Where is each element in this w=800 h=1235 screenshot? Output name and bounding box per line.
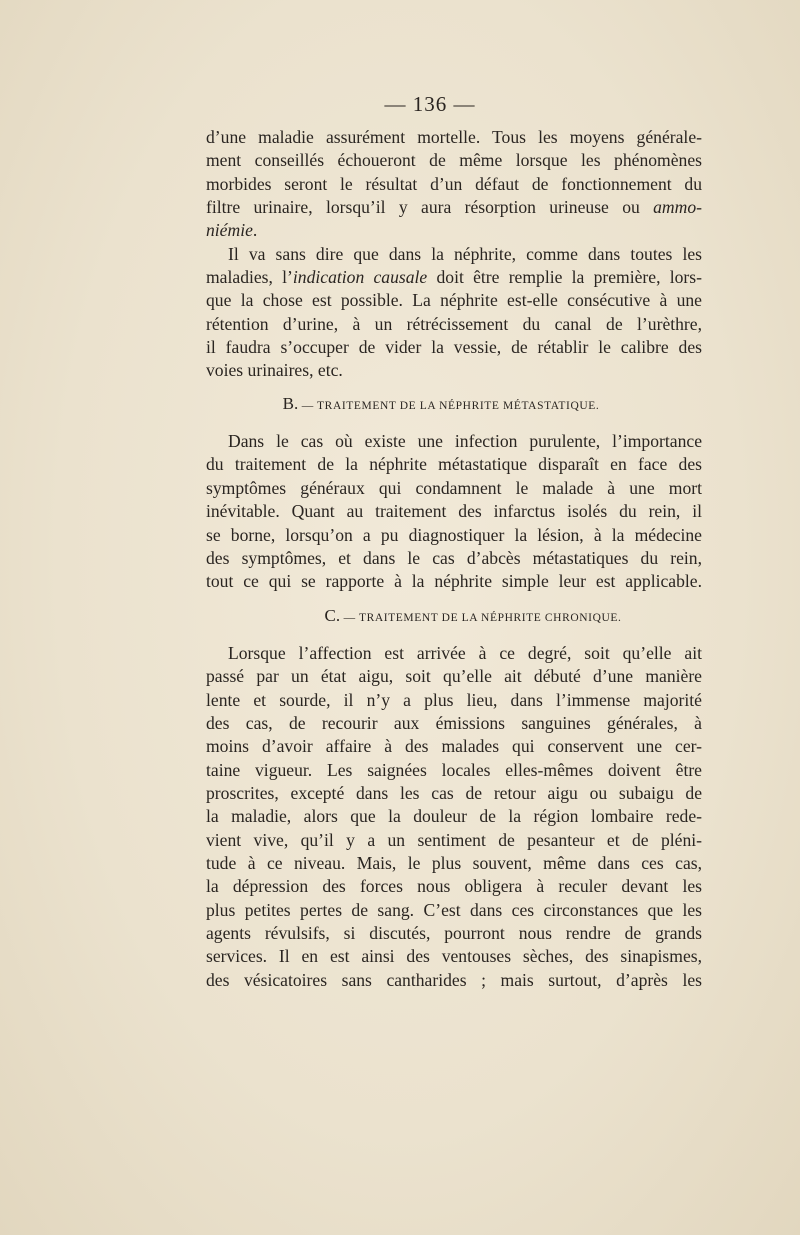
text-line [206,196,702,219]
text-line: ment conseillés échoueront de même lorsque les phénomènes [206,150,702,171]
text-segment: doit être remplie la première, lors- [427,267,702,288]
text-line: tude à ce niveau. Mais, le plus souvent, même dans ces cas, [206,852,702,873]
text-line: symptômes généraux qui condamnent le malade à une mort [206,477,702,498]
text-line: des cas, de recourir aux émissions sanguines générales, à [206,712,702,733]
text-line: tout ce qui se rapporte à la néphrite simple leur est applicable. [206,571,702,592]
text-line: Lorsque l’affection est arrivée à ce degré, soit qu’elle ait [228,642,702,663]
section-title: — TRAITEMENT DE LA NÉPHRITE MÉTASTATIQUE. [301,399,600,412]
text-line: Dans le cas où existe une infection purulente, l’importance [228,431,702,452]
italic-term: indication causale [292,267,428,288]
text-line: Il va sans dire que dans la néphrite, comme dans toutes les [228,243,702,264]
text-line: passé par un état aigu, soit qu’elle ait débuté d’une manière [206,666,702,687]
text-line: moins d’avoir affaire à des malades qui conservent une cer- [206,736,702,757]
text-line: que la chose est possible. La néphrite est-elle consécutive à une [206,290,702,311]
text-line: des vésicatoires sans cantharides ; mais surtout, d’après les [206,969,702,990]
text-line: se borne, lorsqu’on a pu diagnostiquer la lésion, à la médecine [206,524,702,545]
text-line: inévitable. Quant au traitement des infarctus isolés du rein, il [206,501,702,522]
text-line: proscrites, excepté dans les cas de retour aigu ou subaigu de [206,782,702,803]
text-segment: . [252,220,258,241]
text-segment: filtre urinaire, lorsqu’il y aura résorption urineuse ou [206,197,640,218]
paragraph-2 [206,243,702,383]
text-line: agents révulsifs, si discutés, pourront nous rendre de grands [206,923,702,943]
text-line: des symptômes, et dans le cas d’abcès métastatiques du rein, [206,547,702,568]
text-line: voies urinaires, etc. [206,360,343,381]
page-number: — 136 — [384,92,476,116]
text-line: morbides seront le résultat d’un défaut de fonctionnement du [206,173,702,194]
body-text [206,126,702,992]
text-line [206,219,702,242]
section-heading-b [206,392,702,418]
italic-term: niémie [206,220,253,241]
section-letter: B. [282,393,299,413]
text-line: du traitement de la néphrite métastatique disparaît en face des [206,454,702,475]
section-heading-c [206,604,702,630]
paragraph-4 [206,642,702,992]
text-segment: maladies, l’ [206,267,293,288]
paragraph-1 [206,126,702,243]
text-line: services. Il en est ainsi des ventouses sèches, des sinapismes, [206,946,702,967]
section-title: — TRAITEMENT DE LA NÉPHRITE CHRONIQUE. [343,611,622,624]
text-line: il faudra s’occuper de vider la vessie, de rétablir le calibre des [206,337,702,358]
text-line: lente et sourde, il n’y a plus lieu, dans l’immense majorité [206,689,702,710]
text-line: rétention d’urine, à un rétrécissement du canal de l’urèthre, [206,313,702,334]
text-line: d’une maladie assurément mortelle. Tous les moyens générale- [206,127,702,147]
section-letter: C. [324,605,341,625]
text-line: plus petites pertes de sang. C’est dans ces circonstances que les [206,899,702,920]
text-line: vient vive, qu’il y a un sentiment de pesanteur et de pléni- [206,829,702,850]
text-line: la maladie, alors que la douleur de la région lombaire rede- [206,806,702,827]
text-line [206,266,702,289]
text-line: taine vigueur. Les saignées locales elles-mêmes doivent être [206,759,702,780]
italic-term: ammo- [653,197,702,218]
paragraph-3 [206,430,702,593]
text-line: la dépression des forces nous obligera à reculer devant les [206,876,702,897]
